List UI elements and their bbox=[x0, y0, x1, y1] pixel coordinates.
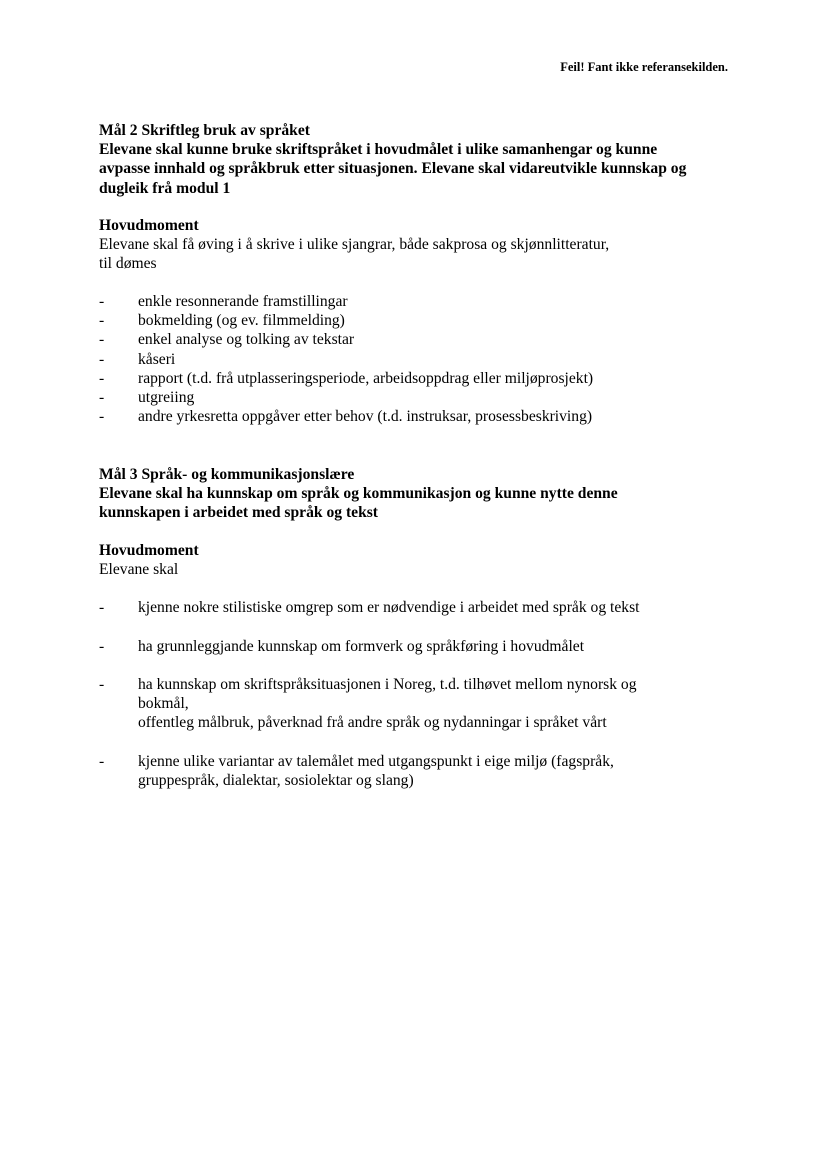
list-item bbox=[99, 330, 739, 349]
list-item-text: ha grunnleggjande kunnskap om formverk og språkføring i hovudmålet bbox=[138, 638, 585, 655]
bullet-dash: - bbox=[99, 408, 105, 426]
list-item bbox=[99, 675, 739, 733]
list-item-text: bokmelding (og ev. filmmelding) bbox=[138, 312, 345, 330]
bullet-dash: - bbox=[99, 599, 105, 616]
bullet-dash: - bbox=[99, 293, 105, 310]
section-2-intro-line: til dømes bbox=[99, 255, 157, 273]
section-2-goal-line: avpasse innhald og språkbruk etter situasjonen. Elevane skal vidareutvikle kunnskap og bbox=[99, 160, 687, 178]
list-item-text: offentleg målbruk, påverknad frå andre språk og nydanningar i språket vårt bbox=[138, 714, 607, 732]
section-2-list bbox=[99, 292, 739, 426]
list-item-text: kjenne ulike variantar av talemålet med utgangspunkt i eige miljø (fagspråk, bbox=[138, 753, 614, 770]
bullet-dash: - bbox=[99, 350, 105, 368]
section-2-title: Mål 2 Skriftleg bruk av språket bbox=[99, 122, 310, 139]
bullet-dash: - bbox=[99, 753, 105, 770]
section-mal-3 bbox=[99, 465, 739, 523]
list-item bbox=[99, 407, 739, 426]
section-2-goal-line: Elevane skal kunne bruke skriftspråket i hovudmålet i ulike samanhengar og kunne bbox=[99, 141, 658, 159]
section-2-subheading: Hovudmoment bbox=[99, 217, 199, 234]
list-item bbox=[99, 311, 739, 330]
list-item-text: utgreiing bbox=[138, 389, 195, 407]
bullet-dash: - bbox=[99, 676, 105, 693]
list-item bbox=[99, 350, 739, 369]
section-mal-2 bbox=[99, 121, 739, 198]
list-item-text: andre yrkesretta oppgåver etter behov (t.d. instruksar, prosessbeskriving) bbox=[138, 408, 593, 426]
list-item bbox=[99, 292, 739, 311]
section-3-goal-line: kunnskapen i arbeidet med språk og tekst bbox=[99, 504, 379, 522]
section-3-intro: Elevane skal bbox=[99, 561, 179, 579]
list-item-text: gruppespråk, dialektar, sosiolektar og slang) bbox=[138, 772, 414, 790]
section-3-subheading: Hovudmoment bbox=[99, 542, 199, 559]
bullet-dash: - bbox=[99, 389, 105, 407]
list-item-text: enkel analyse og tolking av tekstar bbox=[138, 331, 355, 349]
list-item bbox=[99, 752, 739, 790]
section-3-list-item-3 bbox=[99, 675, 739, 733]
list-item-text: rapport (t.d. frå utplasseringsperiode, arbeidsoppdrag eller miljøprosjekt) bbox=[138, 369, 594, 387]
list-item-text: ha kunnskap om skriftspråksituasjonen i Noreg, t.d. tilhøvet mellom nynorsk og bbox=[138, 676, 637, 693]
list-item bbox=[99, 598, 739, 617]
section-2-intro-line: Elevane skal få øving i å skrive i ulike sjangrar, både sakprosa og skjønnlitteratur, bbox=[99, 236, 610, 254]
bullet-dash: - bbox=[99, 312, 105, 330]
list-item-text: kjenne nokre stilistiske omgrep som er nødvendige i arbeidet med språk og tekst bbox=[138, 599, 640, 616]
section-3-hovudmoment bbox=[99, 541, 739, 579]
section-3-list-item-4 bbox=[99, 752, 739, 790]
section-3-list-item-2 bbox=[99, 637, 739, 656]
list-item bbox=[99, 388, 739, 407]
list-item bbox=[99, 637, 739, 656]
reference-error-header: Feil! Fant ikke referansekilden. bbox=[560, 60, 728, 74]
section-2-goal-line: dugleik frå modul 1 bbox=[99, 179, 231, 197]
list-item bbox=[99, 369, 739, 388]
section-3-list-item-1 bbox=[99, 598, 739, 617]
section-2-hovudmoment bbox=[99, 216, 739, 274]
bullet-dash: - bbox=[99, 331, 105, 349]
bullet-dash: - bbox=[99, 369, 105, 387]
list-item-text: kåseri bbox=[138, 350, 176, 368]
section-3-goal-line: Elevane skal ha kunnskap om språk og kommunikasjon og kunne nytte denne bbox=[99, 485, 618, 503]
list-item-text: bokmål, bbox=[138, 695, 189, 713]
list-item-text: enkle resonnerande framstillingar bbox=[138, 293, 348, 310]
section-3-title: Mål 3 Språk- og kommunikasjonslære bbox=[99, 466, 355, 483]
bullet-dash: - bbox=[99, 638, 105, 655]
